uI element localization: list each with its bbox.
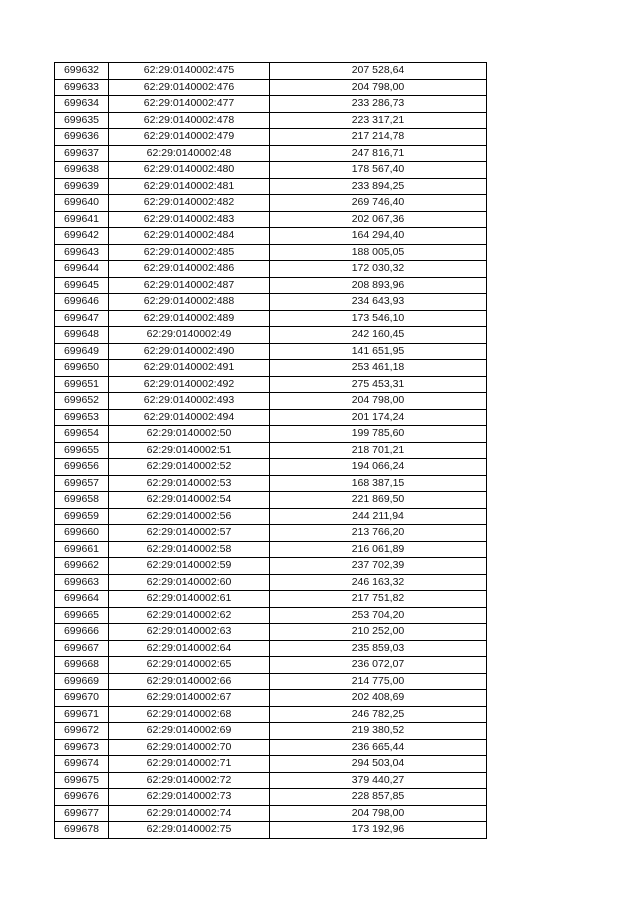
row-number-cell: 699641 (55, 211, 109, 228)
table-row (55, 112, 487, 129)
cadastral-number-cell: 62:29:0140002:65 (109, 657, 270, 674)
table-row (55, 145, 487, 162)
table-row (55, 591, 487, 608)
row-number-cell: 699638 (55, 162, 109, 179)
cadastral-number-cell: 62:29:0140002:57 (109, 525, 270, 542)
cadastral-value-cell: 216 061,89 (270, 541, 487, 558)
cadastral-value-cell: 207 528,64 (270, 63, 487, 80)
table-row (55, 508, 487, 525)
cadastral-value-cell: 237 702,39 (270, 558, 487, 575)
table-row (55, 607, 487, 624)
table-row (55, 129, 487, 146)
cadastral-value-cell: 379 440,27 (270, 772, 487, 789)
cadastral-value-table (54, 62, 487, 839)
cadastral-number-cell: 62:29:0140002:489 (109, 310, 270, 327)
cadastral-number-cell: 62:29:0140002:62 (109, 607, 270, 624)
row-number-cell: 699660 (55, 525, 109, 542)
table-row (55, 310, 487, 327)
table-row (55, 673, 487, 690)
cadastral-value-cell: 253 461,18 (270, 360, 487, 377)
row-number-cell: 699656 (55, 459, 109, 476)
row-number-cell: 699668 (55, 657, 109, 674)
cadastral-number-cell: 62:29:0140002:67 (109, 690, 270, 707)
cadastral-value-cell: 246 163,32 (270, 574, 487, 591)
cadastral-value-cell: 269 746,40 (270, 195, 487, 212)
cadastral-number-cell: 62:29:0140002:50 (109, 426, 270, 443)
row-number-cell: 699678 (55, 822, 109, 839)
row-number-cell: 699633 (55, 79, 109, 96)
cadastral-number-cell: 62:29:0140002:56 (109, 508, 270, 525)
table-row (55, 393, 487, 410)
table-row (55, 772, 487, 789)
cadastral-number-cell: 62:29:0140002:52 (109, 459, 270, 476)
cadastral-number-cell: 62:29:0140002:491 (109, 360, 270, 377)
table-row (55, 822, 487, 839)
table-row (55, 211, 487, 228)
cadastral-value-cell: 204 798,00 (270, 805, 487, 822)
cadastral-value-cell: 214 775,00 (270, 673, 487, 690)
row-number-cell: 699673 (55, 739, 109, 756)
cadastral-value-cell: 234 643,93 (270, 294, 487, 311)
table-row (55, 624, 487, 641)
cadastral-value-cell: 217 751,82 (270, 591, 487, 608)
row-number-cell: 699650 (55, 360, 109, 377)
cadastral-value-cell: 202 408,69 (270, 690, 487, 707)
cadastral-value-cell: 194 066,24 (270, 459, 487, 476)
cadastral-number-cell: 62:29:0140002:63 (109, 624, 270, 641)
cadastral-number-cell: 62:29:0140002:69 (109, 723, 270, 740)
table-row (55, 459, 487, 476)
cadastral-value-cell: 242 160,45 (270, 327, 487, 344)
cadastral-value-cell: 275 453,31 (270, 376, 487, 393)
table-row (55, 442, 487, 459)
row-number-cell: 699651 (55, 376, 109, 393)
row-number-cell: 699649 (55, 343, 109, 360)
cadastral-value-cell: 164 294,40 (270, 228, 487, 245)
cadastral-value-cell: 173 546,10 (270, 310, 487, 327)
cadastral-value-cell: 217 214,78 (270, 129, 487, 146)
row-number-cell: 699646 (55, 294, 109, 311)
row-number-cell: 699634 (55, 96, 109, 113)
row-number-cell: 699654 (55, 426, 109, 443)
cadastral-value-cell: 173 192,96 (270, 822, 487, 839)
table-row (55, 294, 487, 311)
cadastral-number-cell: 62:29:0140002:53 (109, 475, 270, 492)
table-row (55, 805, 487, 822)
table-row (55, 343, 487, 360)
cadastral-number-cell: 62:29:0140002:72 (109, 772, 270, 789)
cadastral-number-cell: 62:29:0140002:488 (109, 294, 270, 311)
cadastral-number-cell: 62:29:0140002:494 (109, 409, 270, 426)
table-row (55, 657, 487, 674)
table-row (55, 525, 487, 542)
row-number-cell: 699635 (55, 112, 109, 129)
table-row (55, 277, 487, 294)
cadastral-value-cell: 244 211,94 (270, 508, 487, 525)
cadastral-number-cell: 62:29:0140002:480 (109, 162, 270, 179)
cadastral-number-cell: 62:29:0140002:58 (109, 541, 270, 558)
table-row (55, 79, 487, 96)
row-number-cell: 699671 (55, 706, 109, 723)
cadastral-number-cell: 62:29:0140002:484 (109, 228, 270, 245)
row-number-cell: 699664 (55, 591, 109, 608)
row-number-cell: 699642 (55, 228, 109, 245)
cadastral-number-cell: 62:29:0140002:493 (109, 393, 270, 410)
row-number-cell: 699643 (55, 244, 109, 261)
row-number-cell: 699652 (55, 393, 109, 410)
row-number-cell: 699677 (55, 805, 109, 822)
table-row (55, 409, 487, 426)
cadastral-number-cell: 62:29:0140002:70 (109, 739, 270, 756)
cadastral-number-cell: 62:29:0140002:486 (109, 261, 270, 278)
row-number-cell: 699659 (55, 508, 109, 525)
cadastral-value-cell: 236 665,44 (270, 739, 487, 756)
table-row (55, 706, 487, 723)
cadastral-value-cell: 210 252,00 (270, 624, 487, 641)
row-number-cell: 699665 (55, 607, 109, 624)
cadastral-number-cell: 62:29:0140002:49 (109, 327, 270, 344)
table-row (55, 640, 487, 657)
table-row (55, 178, 487, 195)
cadastral-number-cell: 62:29:0140002:490 (109, 343, 270, 360)
cadastral-value-cell: 204 798,00 (270, 79, 487, 96)
row-number-cell: 699663 (55, 574, 109, 591)
row-number-cell: 699653 (55, 409, 109, 426)
cadastral-value-cell: 202 067,36 (270, 211, 487, 228)
table-row (55, 195, 487, 212)
cadastral-number-cell: 62:29:0140002:485 (109, 244, 270, 261)
cadastral-value-cell: 208 893,96 (270, 277, 487, 294)
table-row (55, 690, 487, 707)
row-number-cell: 699636 (55, 129, 109, 146)
table-row (55, 327, 487, 344)
table-row (55, 475, 487, 492)
cadastral-value-cell: 223 317,21 (270, 112, 487, 129)
table-row (55, 63, 487, 80)
row-number-cell: 699645 (55, 277, 109, 294)
row-number-cell: 699658 (55, 492, 109, 509)
table-body (55, 63, 487, 839)
table-row (55, 162, 487, 179)
cadastral-number-cell: 62:29:0140002:61 (109, 591, 270, 608)
cadastral-number-cell: 62:29:0140002:51 (109, 442, 270, 459)
row-number-cell: 699661 (55, 541, 109, 558)
cadastral-value-cell: 246 782,25 (270, 706, 487, 723)
cadastral-number-cell: 62:29:0140002:75 (109, 822, 270, 839)
cadastral-value-cell: 141 651,95 (270, 343, 487, 360)
cadastral-number-cell: 62:29:0140002:60 (109, 574, 270, 591)
row-number-cell: 699676 (55, 789, 109, 806)
cadastral-value-cell: 201 174,24 (270, 409, 487, 426)
cadastral-value-cell: 253 704,20 (270, 607, 487, 624)
table-row (55, 376, 487, 393)
cadastral-value-cell: 236 072,07 (270, 657, 487, 674)
row-number-cell: 699648 (55, 327, 109, 344)
cadastral-value-cell: 178 567,40 (270, 162, 487, 179)
table-row (55, 96, 487, 113)
cadastral-number-cell: 62:29:0140002:475 (109, 63, 270, 80)
cadastral-value-cell: 213 766,20 (270, 525, 487, 542)
cadastral-number-cell: 62:29:0140002:492 (109, 376, 270, 393)
row-number-cell: 699669 (55, 673, 109, 690)
cadastral-number-cell: 62:29:0140002:71 (109, 756, 270, 773)
cadastral-number-cell: 62:29:0140002:483 (109, 211, 270, 228)
cadastral-value-cell: 221 869,50 (270, 492, 487, 509)
cadastral-value-cell: 204 798,00 (270, 393, 487, 410)
cadastral-number-cell: 62:29:0140002:478 (109, 112, 270, 129)
table-row (55, 558, 487, 575)
cadastral-value-cell: 247 816,71 (270, 145, 487, 162)
row-number-cell: 699667 (55, 640, 109, 657)
cadastral-value-cell: 235 859,03 (270, 640, 487, 657)
table-row (55, 789, 487, 806)
table-row (55, 492, 487, 509)
cadastral-value-cell: 294 503,04 (270, 756, 487, 773)
cadastral-number-cell: 62:29:0140002:66 (109, 673, 270, 690)
cadastral-value-cell: 233 894,25 (270, 178, 487, 195)
cadastral-value-cell: 218 701,21 (270, 442, 487, 459)
cadastral-number-cell: 62:29:0140002:73 (109, 789, 270, 806)
cadastral-value-cell: 219 380,52 (270, 723, 487, 740)
table-row (55, 261, 487, 278)
row-number-cell: 699657 (55, 475, 109, 492)
table-row (55, 360, 487, 377)
row-number-cell: 699674 (55, 756, 109, 773)
row-number-cell: 699640 (55, 195, 109, 212)
row-number-cell: 699647 (55, 310, 109, 327)
row-number-cell: 699670 (55, 690, 109, 707)
cadastral-number-cell: 62:29:0140002:59 (109, 558, 270, 575)
cadastral-number-cell: 62:29:0140002:487 (109, 277, 270, 294)
table-row (55, 426, 487, 443)
table-row (55, 739, 487, 756)
cadastral-number-cell: 62:29:0140002:477 (109, 96, 270, 113)
row-number-cell: 699637 (55, 145, 109, 162)
row-number-cell: 699644 (55, 261, 109, 278)
table-row (55, 228, 487, 245)
cadastral-number-cell: 62:29:0140002:476 (109, 79, 270, 96)
cadastral-value-cell: 233 286,73 (270, 96, 487, 113)
row-number-cell: 699632 (55, 63, 109, 80)
cadastral-number-cell: 62:29:0140002:479 (109, 129, 270, 146)
table-row (55, 541, 487, 558)
cadastral-number-cell: 62:29:0140002:74 (109, 805, 270, 822)
row-number-cell: 699675 (55, 772, 109, 789)
cadastral-number-cell: 62:29:0140002:68 (109, 706, 270, 723)
cadastral-number-cell: 62:29:0140002:48 (109, 145, 270, 162)
table-row (55, 244, 487, 261)
cadastral-value-cell: 172 030,32 (270, 261, 487, 278)
row-number-cell: 699672 (55, 723, 109, 740)
table-row (55, 756, 487, 773)
cadastral-value-cell: 228 857,85 (270, 789, 487, 806)
cadastral-value-cell: 199 785,60 (270, 426, 487, 443)
cadastral-number-cell: 62:29:0140002:481 (109, 178, 270, 195)
cadastral-number-cell: 62:29:0140002:54 (109, 492, 270, 509)
table-row (55, 723, 487, 740)
cadastral-value-cell: 188 005,05 (270, 244, 487, 261)
cadastral-number-cell: 62:29:0140002:64 (109, 640, 270, 657)
table-row (55, 574, 487, 591)
row-number-cell: 699666 (55, 624, 109, 641)
row-number-cell: 699662 (55, 558, 109, 575)
cadastral-number-cell: 62:29:0140002:482 (109, 195, 270, 212)
row-number-cell: 699655 (55, 442, 109, 459)
cadastral-value-cell: 168 387,15 (270, 475, 487, 492)
row-number-cell: 699639 (55, 178, 109, 195)
